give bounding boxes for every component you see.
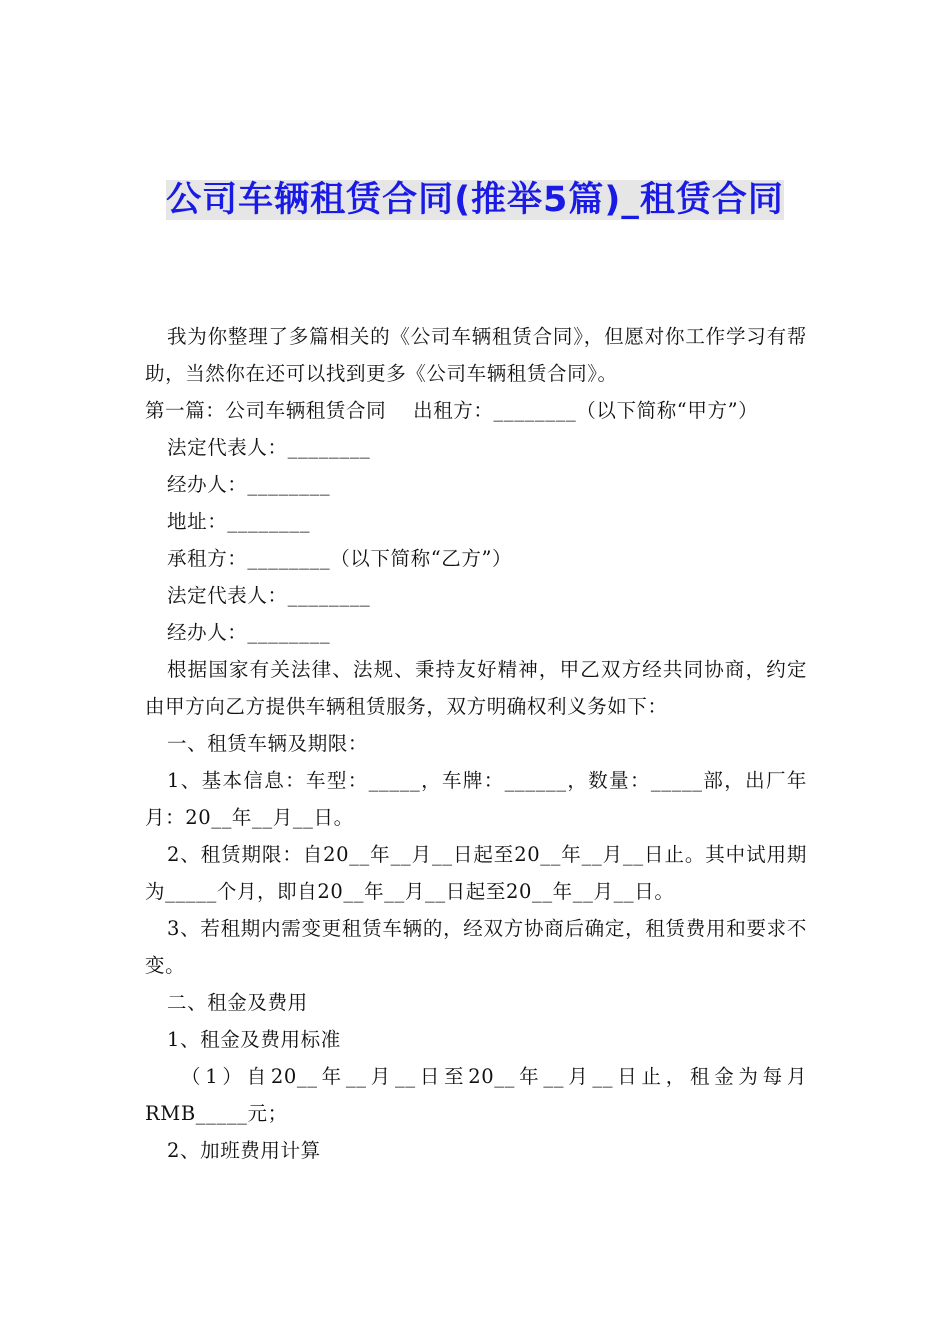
lessee-legal-rep: 法定代表人：________	[167, 584, 371, 607]
lessee-line: 承租方：________（以下简称“乙方”）	[167, 547, 513, 570]
lessor-handler: 经办人：________	[167, 473, 331, 496]
title-block	[150, 174, 800, 226]
clause-1-1: 1、基本信息：车型：_____，车牌：______，数量：_____部，出厂年月：20__年__月__日。	[145, 769, 807, 829]
lessee-handler: 经办人：________	[167, 621, 331, 644]
lessor-address: 地址：________	[167, 510, 311, 533]
clause-2-1-1: （1）自20__年__月__日至20__年__月__日止，租金为每月RMB_____元；	[145, 1065, 807, 1125]
clause-1-2: 2、租赁期限：自20__年__月__日起至20__年__月__日止。其中试用期为_____个月，即自20__年__月__日起至20__年__月__日。	[145, 843, 807, 903]
clause-1-3: 3、若租期内需变更租赁车辆的，经双方协商后确定，租赁费用和要求不变。	[145, 917, 807, 977]
document-title: 公司车辆租赁合同(推举5篇)_租赁合同	[166, 180, 784, 220]
agreement-preamble: 根据国家有关法律、法规、秉持友好精神，甲乙双方经共同协商，约定由甲方向乙方提供车辆租赁服务，双方明确权利义务如下：	[145, 658, 807, 718]
intro-paragraph: 我为你整理了多篇相关的《公司车辆租赁合同》，但愿对你工作学习有帮助，当然你在还可以找到更多《公司车辆租赁合同》。	[145, 325, 807, 385]
lessor-legal-rep: 法定代表人：________	[167, 436, 371, 459]
section-2-heading: 二、租金及费用	[167, 991, 308, 1014]
section-1-heading: 一、租赁车辆及期限：	[167, 732, 369, 755]
first-article-header: 第一篇：公司车辆租赁合同 出租方：________（以下简称“甲方”）	[145, 399, 759, 422]
clause-2-1: 1、租金及费用标准	[167, 1028, 341, 1051]
document-body	[145, 318, 807, 1169]
clause-2-2: 2、加班费用计算	[167, 1139, 321, 1162]
